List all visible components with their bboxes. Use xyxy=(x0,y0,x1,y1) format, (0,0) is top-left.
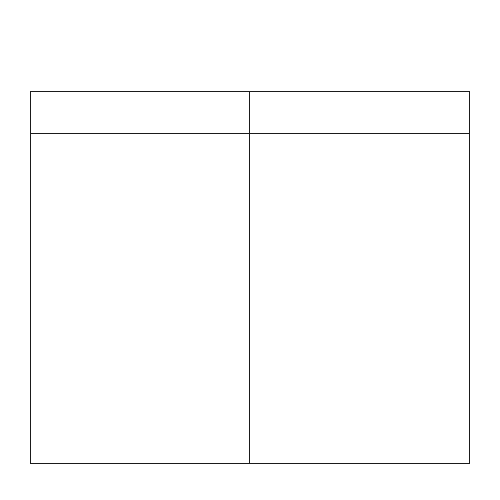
spanish-supply-list xyxy=(250,134,469,463)
english-supply-list xyxy=(31,134,250,463)
pencil-decoration-top xyxy=(0,0,500,92)
supply-list-table xyxy=(30,91,470,464)
header-fifth-grade xyxy=(31,92,250,134)
header-quinto-grado xyxy=(250,92,469,134)
